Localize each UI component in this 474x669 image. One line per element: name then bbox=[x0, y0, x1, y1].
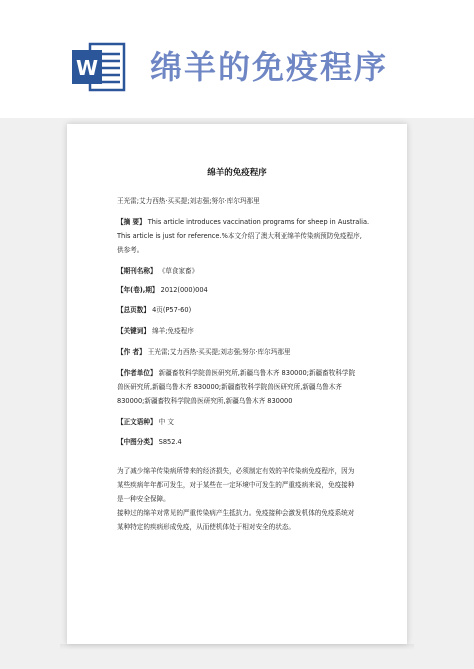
journal-row bbox=[117, 267, 198, 276]
affiliation-row-1 bbox=[117, 369, 355, 378]
affiliation-text-1: 新疆畜牧科学院兽医研究所,新疆乌鲁木齐 830000;新疆畜牧科学院 bbox=[158, 369, 356, 377]
body-line-1: 为了减少绵羊传染病所带来的经济损失，必须制定有效的羊传染病免疫程序，因为 bbox=[117, 467, 355, 475]
year-label: 【年(卷),期】 bbox=[117, 286, 159, 294]
abstract-line-1 bbox=[117, 218, 369, 227]
keywords-value: 绵羊;免疫程序 bbox=[152, 327, 194, 335]
author-row bbox=[117, 348, 291, 357]
affiliation-label: 【作者单位】 bbox=[117, 369, 157, 377]
journal-value: 《草食家畜》 bbox=[158, 267, 199, 275]
abstract-label: 【摘 要】 bbox=[117, 218, 146, 226]
svg-text:W: W bbox=[75, 56, 99, 80]
body-line-3: 是一种安全保障。 bbox=[117, 495, 170, 503]
keywords-label: 【关键词】 bbox=[117, 327, 150, 335]
classification-row bbox=[117, 438, 182, 447]
language-row bbox=[117, 418, 174, 427]
author-value: 王光雷;艾力西热·买买提;刘志强;努尔·库尔玛那里 bbox=[147, 348, 291, 356]
language-label: 【正文语种】 bbox=[117, 418, 157, 426]
affiliation-row-2: 兽医研究所,新疆乌鲁木齐 830000;新疆畜牧科学院兽医研究所,新疆乌鲁木齐 bbox=[117, 383, 342, 391]
body-line-2: 某些疾病年年都可发生，对于某些在一定环境中可发生的严重疫病来说，免疫接种 bbox=[117, 481, 355, 489]
classification-label: 【中图分类】 bbox=[117, 438, 157, 446]
header-title: 绵羊的免疫程序 bbox=[150, 48, 389, 86]
abstract-line-3: 供参考。 bbox=[117, 246, 144, 254]
language-value: 中 文 bbox=[158, 418, 174, 426]
year-value: 2012(000)004 bbox=[160, 286, 208, 294]
document-title: 绵羊的免疫程序 bbox=[207, 168, 267, 178]
header-banner bbox=[0, 0, 474, 118]
author-label: 【作 者】 bbox=[117, 348, 146, 356]
word-document-icon bbox=[70, 38, 128, 96]
year-row bbox=[117, 286, 208, 295]
pages-value: 4页(P57-60) bbox=[152, 306, 192, 314]
journal-label: 【期刊名称】 bbox=[117, 267, 157, 275]
document-page bbox=[67, 124, 407, 644]
pages-label: 【总页数】 bbox=[117, 306, 150, 314]
affiliation-row-3: 830000;新疆畜牧科学院兽医研究所,新疆乌鲁木齐 830000 bbox=[117, 397, 293, 405]
abstract-line-2: This article is just for reference.%本文介绍了澳大利亚绵羊传染病预防免疫程序, bbox=[117, 232, 362, 240]
keywords-row bbox=[117, 327, 194, 336]
body-line-4: 接种过的绵羊对常见的严重传染病产生抵抗力。免疫接种会激发机体的免疫系统对 bbox=[117, 509, 355, 517]
abstract-text-1: This article introduces vaccination programs for sheep in Australia. bbox=[147, 218, 370, 226]
classification-value: S852.4 bbox=[158, 438, 182, 446]
page-shadow bbox=[60, 644, 414, 650]
body-line-5: 某种特定的疾病形成免疫，从而使机体处于相对安全的状态。 bbox=[117, 523, 296, 531]
document-authors: 王光雷;艾力西热·买买提;刘志强;努尔·库尔玛那里 bbox=[117, 197, 260, 205]
pages-row bbox=[117, 306, 191, 315]
